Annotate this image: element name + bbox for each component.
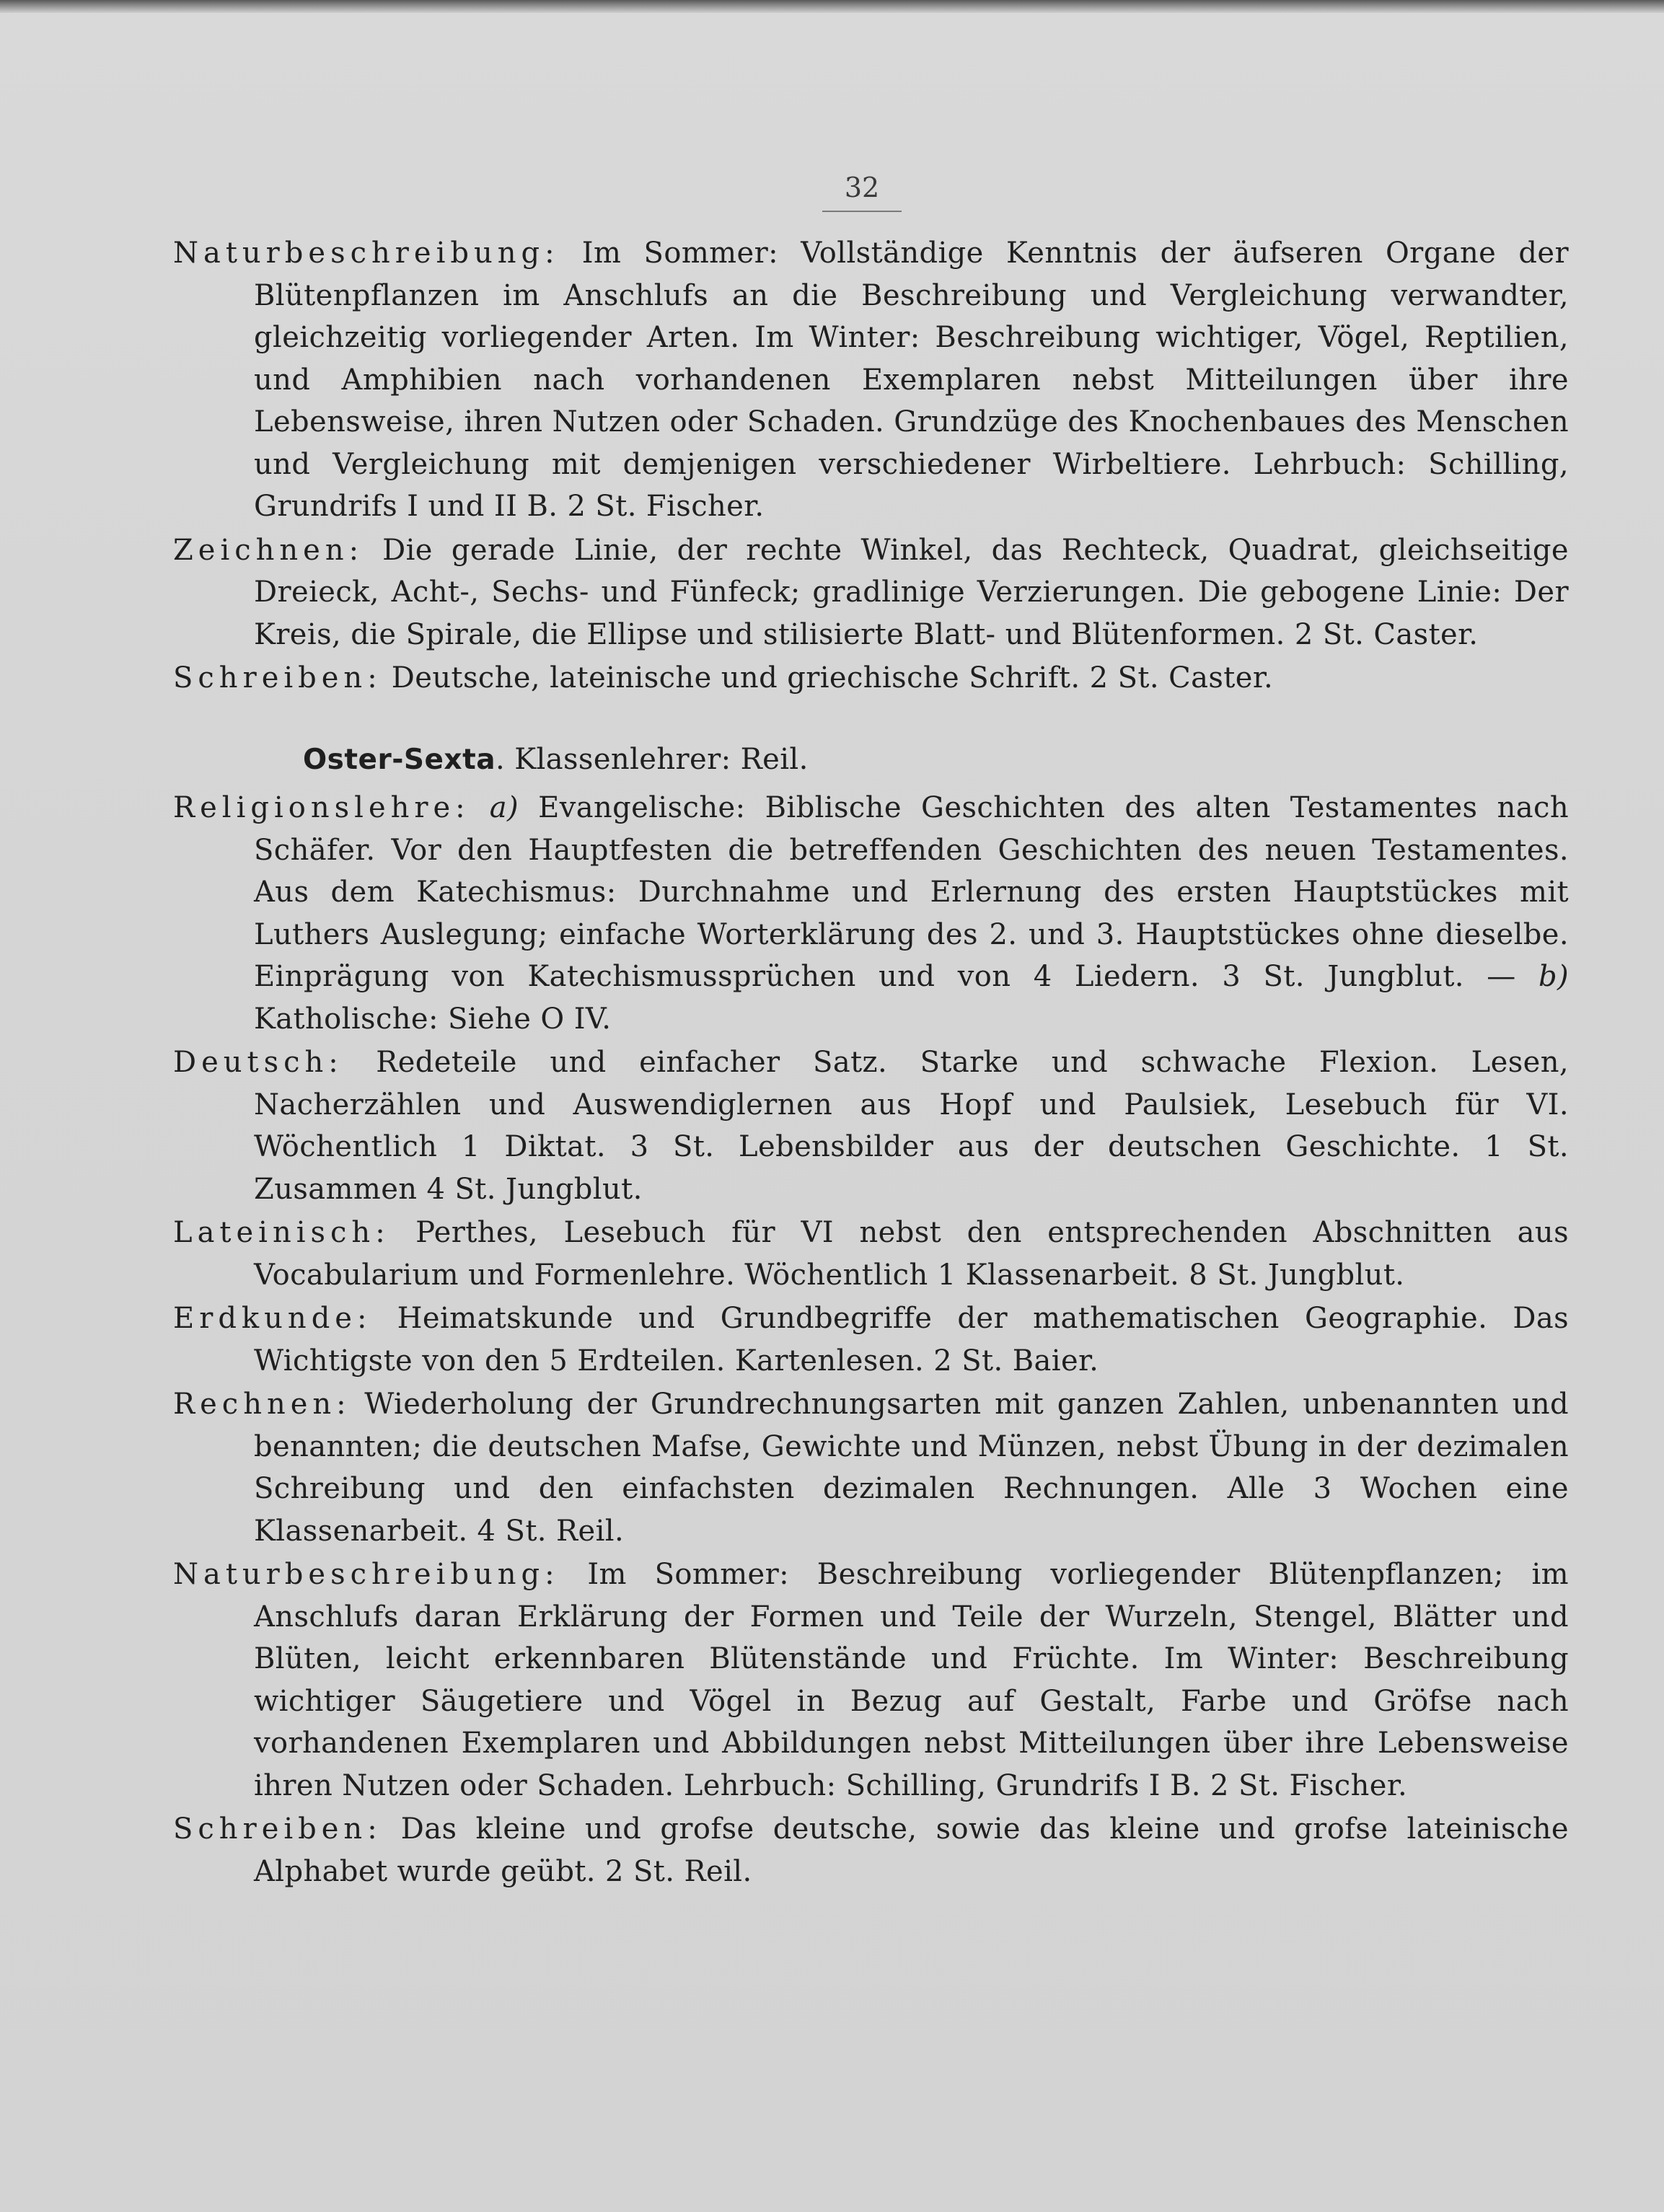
subject-label: Religionslehre: (173, 791, 470, 824)
entry-lateinisch (173, 1212, 1569, 1296)
entry-text: Wiederholung der Grundrechnungsarten mit ganzen Zahlen, unbenannten und benannten; die deutschen Mafse, Gewichte und Münzen, nebst Übung in der dezimalen Schreibung und den einfachsten dezimalen Rechnungen. Alle 3 Wochen eine Klassenarbeit. 4 St. Reil. (254, 1388, 1569, 1548)
subject-label: Deutsch: (173, 1046, 343, 1079)
class-heading (303, 739, 1569, 782)
page-number: 32 (844, 172, 880, 203)
subject-label: Rechnen: (173, 1388, 351, 1421)
item-label-b: b) (1538, 960, 1569, 993)
subject-label: Erdkunde: (173, 1302, 372, 1335)
subject-label: Naturbeschreibung: (173, 1558, 560, 1591)
entry-deutsch (173, 1041, 1569, 1210)
entry-religionslehre (173, 787, 1569, 1040)
subject-label: Naturbeschreibung: (173, 237, 560, 270)
subject-label: Zeichnen: (173, 533, 364, 567)
entry-schreiben-previous (173, 657, 1569, 700)
class-teacher: . Klassenlehrer: Reil. (496, 742, 809, 776)
entry-text: Evangelische: Biblische Geschichten des alten Testamentes nach Schäfer. Vor den Hauptfesten die betreffenden Geschichten des neuen Testamentes. Aus dem Katechismus: Durchnahme und Erlernung des ersten Hauptstückes mit Luthers Auslegung; einfache Worterklärung des 2. und 3. Hauptstückes ohne dieselbe. Einprägung von Katechismussprüchen und von 4 Liedern. 3 St. Jungblut. — (254, 791, 1569, 993)
subject-label: Schreiben: (173, 661, 382, 695)
entry-text: Katholische: Siehe O IV. (254, 1002, 612, 1036)
entry-text: Heimatskunde und Grundbegriffe der mathematischen Geographie. Das Wichtigste von den 5 Erdteilen. Kartenlesen. 2 St. Baier. (254, 1302, 1569, 1378)
entry-schreiben (173, 1808, 1569, 1892)
entry-text: Redeteile und einfacher Satz. Starke und schwache Flexion. Lesen, Nacherzählen und Auswendiglernen aus Hopf und Paulsiek, Lesebuch für VI. Wöchentlich 1 Diktat. 3 St. Lebensbilder aus der deutschen Geschichte. 1 St. Zusammen 4 St. Jungblut. (254, 1046, 1569, 1206)
entry-text: Das kleine und grofse deutsche, sowie das kleine und grofse lateinische Alphabet wurde geübt. 2 St. Reil. (254, 1812, 1569, 1888)
subject-label: Lateinisch: (173, 1216, 390, 1249)
entry-naturbeschreibung-previous (173, 232, 1569, 528)
entry-text: Im Sommer: Vollständige Kenntnis der äufseren Organe der Blütenpflanzen im Anschlufs an die Beschreibung und Vergleichung verwandter, gleichzeitig vorliegender Arten. Im Winter: Beschreibung wichtiger, Vögel, Reptilien, und Amphibien nach vorhandenen Exemplaren nebst Mitteilungen über ihre Lebensweise, ihren Nutzen oder Schaden. Grundzüge des Knochenbaues des Menschen und Vergleichung mit demjenigen verschiedener Wirbeltiere. Lehrbuch: Schilling, Grundrifs I und II B. 2 St. Fischer. (254, 237, 1569, 523)
scan-top-edge (0, 0, 1664, 13)
entry-text: Im Sommer: Beschreibung vorliegender Blütenpflanzen; im Anschlufs daran Erklärung der Formen und Teile der Wurzeln, Stengel, Blätter und Blüten, leicht erkennbaren Blütenstände und Früchte. Im Winter: Beschreibung wichtiger Säugetiere und Vögel in Bezug auf Gestalt, Farbe und Gröfse nach vorhandenen Exemplaren und Abbildungen nebst Mitteilungen über ihre Lebensweise ihren Nutzen oder Schaden. Lehrbuch: Schilling, Grundrifs I B. 2 St. Fischer. (254, 1558, 1569, 1802)
entry-text: Deutsche, lateinische und griechische Schrift. 2 St. Caster. (382, 661, 1274, 695)
class-name: Oster-Sexta (303, 743, 496, 776)
subject-label: Schreiben: (173, 1812, 382, 1846)
page-body (173, 232, 1569, 1894)
entry-rechnen (173, 1383, 1569, 1552)
entry-text: Perthes, Lesebuch für VI nebst den entsprechenden Abschnitten aus Vocabularium und Formenlehre. Wöchentlich 1 Klassenarbeit. 8 St. Jungblut. (254, 1216, 1569, 1292)
entry-erdkunde (173, 1297, 1569, 1382)
entry-zeichnen (173, 529, 1569, 656)
item-label-a: a) (489, 791, 519, 824)
entry-naturbeschreibung (173, 1554, 1569, 1807)
entry-text: Die gerade Linie, der rechte Winkel, das Rechteck, Quadrat, gleichseitige Dreieck, Acht-, Sechs- und Fünfeck; gradlinige Verzierungen. Die gebogene Linie: Der Kreis, die Spirale, die Ellipse und stilisierte Blatt- und Blütenformen. 2 St. Caster. (254, 533, 1569, 651)
page-number-rule (822, 211, 902, 212)
